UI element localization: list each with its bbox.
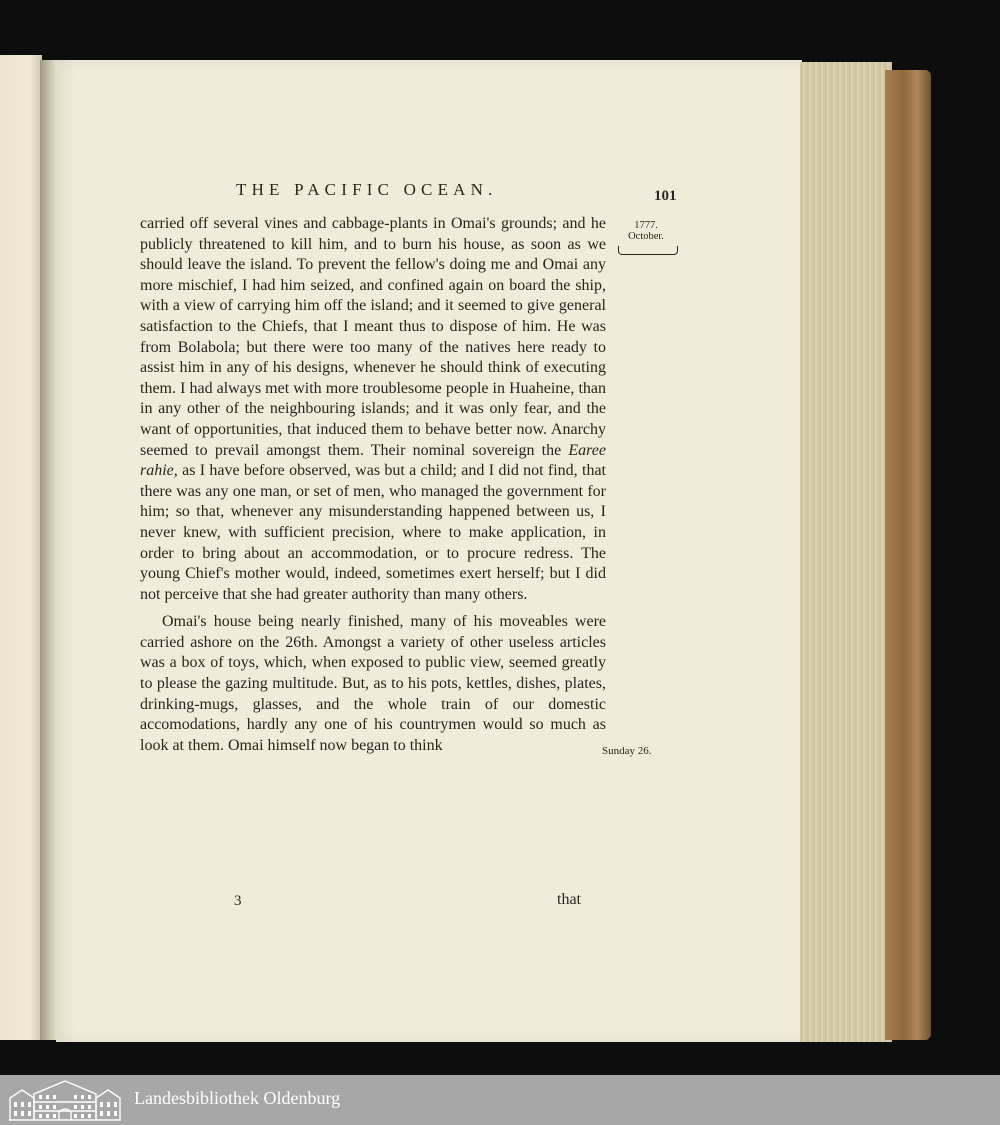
paragraph-1-part-a: carried off several vines and cabbage-plants in Omai's grounds; and he publicly threatened to kill him, and to burn his house, as soon as we should leave the island. To prevent the fellow's doing me and Omai any more mischief, I had him seized, and confined again on board the ship, with a view of carrying him off the island; and it seemed to give general satisfaction to the Chiefs, that I meant thus to dispose of him. He was from Bolabola; but there were too many of the natives here ready to assist him in any of his designs, whenever he should think of executing them. I had always met with more troublesome people in Huaheine, than in any other of the neighbouring islands; and it was only fear, and the want of opportunities, that induced them to behave better now. Anarchy seemed to prevail amongst them. Their nominal sovereign the <box>140 215 606 459</box>
page-number: 101 <box>654 188 677 204</box>
margin-year: 1777. <box>634 220 658 231</box>
left-page-edge <box>0 55 42 1040</box>
paragraph-2: Omai's house being nearly finished, many of his moveables were carried ashore on the 26th. Amongst a variety of other useless articles was a box of toys, which, when exposed to public view, seemed greatly to please the gazing multitude. But, as to his pots, kettles, dishes, plates, drinking-mugs, glasses, and the whole train of our domestic accomodations, hardly any one of his countrymen would so much as look at them. Omai himself now began to think <box>140 613 606 754</box>
library-building-icon <box>8 1078 122 1122</box>
paragraph-1 <box>140 214 606 605</box>
margin-note-sunday: Sunday 26. <box>602 745 652 757</box>
book-cover <box>885 70 931 1040</box>
page-edges <box>800 62 892 1042</box>
running-head: THE PACIFIC OCEAN. <box>236 180 498 199</box>
footer-bar <box>0 1075 1000 1125</box>
margin-note-date <box>616 220 676 242</box>
library-name: Landesbibliothek Oldenburg <box>134 1088 341 1108</box>
catchword: that <box>557 891 581 908</box>
signature-mark: 3 <box>234 893 242 909</box>
margin-brace <box>618 246 678 255</box>
italic-term: Earee rahie, <box>140 441 606 480</box>
body-text <box>140 214 606 756</box>
paragraph-1-part-b: as I have before observed, was but a child; and I did not find, that there was any one man, or set of men, who managed the government for him; so that, whenever any misunderstanding happened between us, I never knew, with sufficient precision, where to make application, in order to bring about an accommodation, or to procure redress. The young Chief's mother would, indeed, sometimes exert herself; but I did not perceive that she had greater authority than many others. <box>140 462 606 603</box>
margin-month: October. <box>628 231 664 242</box>
